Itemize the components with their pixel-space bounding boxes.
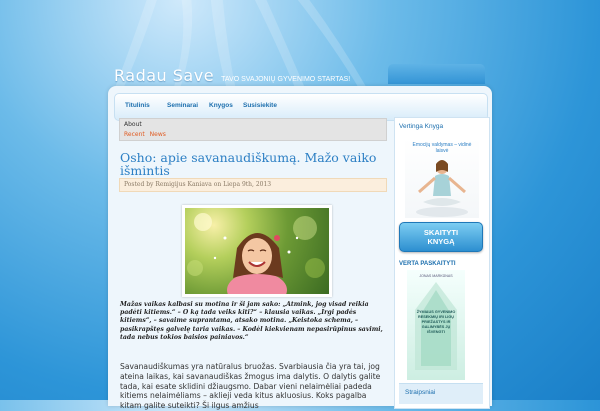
nav-item-susisiekite[interactable]: Susisiekite xyxy=(243,102,277,109)
sidebar-title: Vertinga Knyga xyxy=(399,123,444,130)
post-quote: Mažas vaikas kalbasi su motina ir ši jam sako: „Atmink, jog visad reikia padėti kitiems.“ – O ką tada veiks kiti?“ – klausia vaikas. „Irgi padės kitiems“, – savaime suprantama, atsako motina. „Keistoka schema, – pasikrapštęs galvelę taria vaikas. – Kodėl kiekvienam nepasirūpinus savimi, tada nebus tokios baisios painiavos.“ xyxy=(120,301,383,341)
read-book-button-label: SKAITYTI KNYGĄ xyxy=(423,228,459,246)
nav-item-seminarai[interactable]: Seminarai xyxy=(167,102,199,109)
about-link[interactable]: About xyxy=(124,121,142,128)
nav-item-knygos[interactable]: Knygos xyxy=(209,102,233,109)
main-content xyxy=(118,117,386,411)
site-title[interactable]: Radau Save xyxy=(114,66,215,85)
site-tagline: TAVO SVAJONIŲ GYVENIMO STARTAS! xyxy=(221,76,351,83)
post-meta-text: Posted by Remigijus Kaniava on Liepa 9th, 2013 xyxy=(124,181,272,188)
post-title[interactable]: Osho: apie savanaudiškumą. Mažo vaiko išmintis xyxy=(120,150,377,178)
sidebar xyxy=(394,117,490,409)
book-cover-title: Emocijų valdymas – vidinė laisvė xyxy=(412,142,472,154)
straipsniai-label[interactable]: Straipsniai xyxy=(405,389,436,396)
header-decorative-box xyxy=(388,64,485,84)
verta-paskaityti-label: VERTA PASKAITYTI xyxy=(399,261,456,267)
book-cover-zymiaus[interactable] xyxy=(407,270,465,380)
book2-title: ŽYMIAUS GYVENIMO RESEKMIŲ IRI LIGŲ PRIEŽASTYS IR GALIMYBĖS JŲ IŠVENGTI xyxy=(416,310,456,334)
book2-author: JONAS MARKŪNAS xyxy=(419,274,453,278)
read-book-button[interactable] xyxy=(399,222,483,252)
about-box xyxy=(119,118,387,141)
laughing-girl-image xyxy=(185,208,329,294)
site-header xyxy=(114,66,350,88)
post-body: Savanaudiškumas yra natūralus bruožas. Svarbiausia čia yra tai, jog ateina laikas, kai savanaudiškas žmogus ima dalytis. O dalytis galite tada, kai esate sklidini džiaugsmo. Dabar vieni nelaimėliai padeda kitiems nelaimėliams – aklieji veda kitus akluosius. Koks pagalba kitam galite suteikti? Ši ilgus amžius xyxy=(120,362,381,411)
straipsniai-section xyxy=(399,383,483,404)
post-photo xyxy=(182,205,332,297)
book-cover-emociju-valdymas[interactable] xyxy=(405,138,479,218)
recent-news-link[interactable]: Recent News xyxy=(124,131,166,138)
page-wrapper xyxy=(108,86,492,411)
nav-item-titulinis[interactable]: Titulinis xyxy=(125,102,150,109)
post-meta xyxy=(119,178,387,192)
